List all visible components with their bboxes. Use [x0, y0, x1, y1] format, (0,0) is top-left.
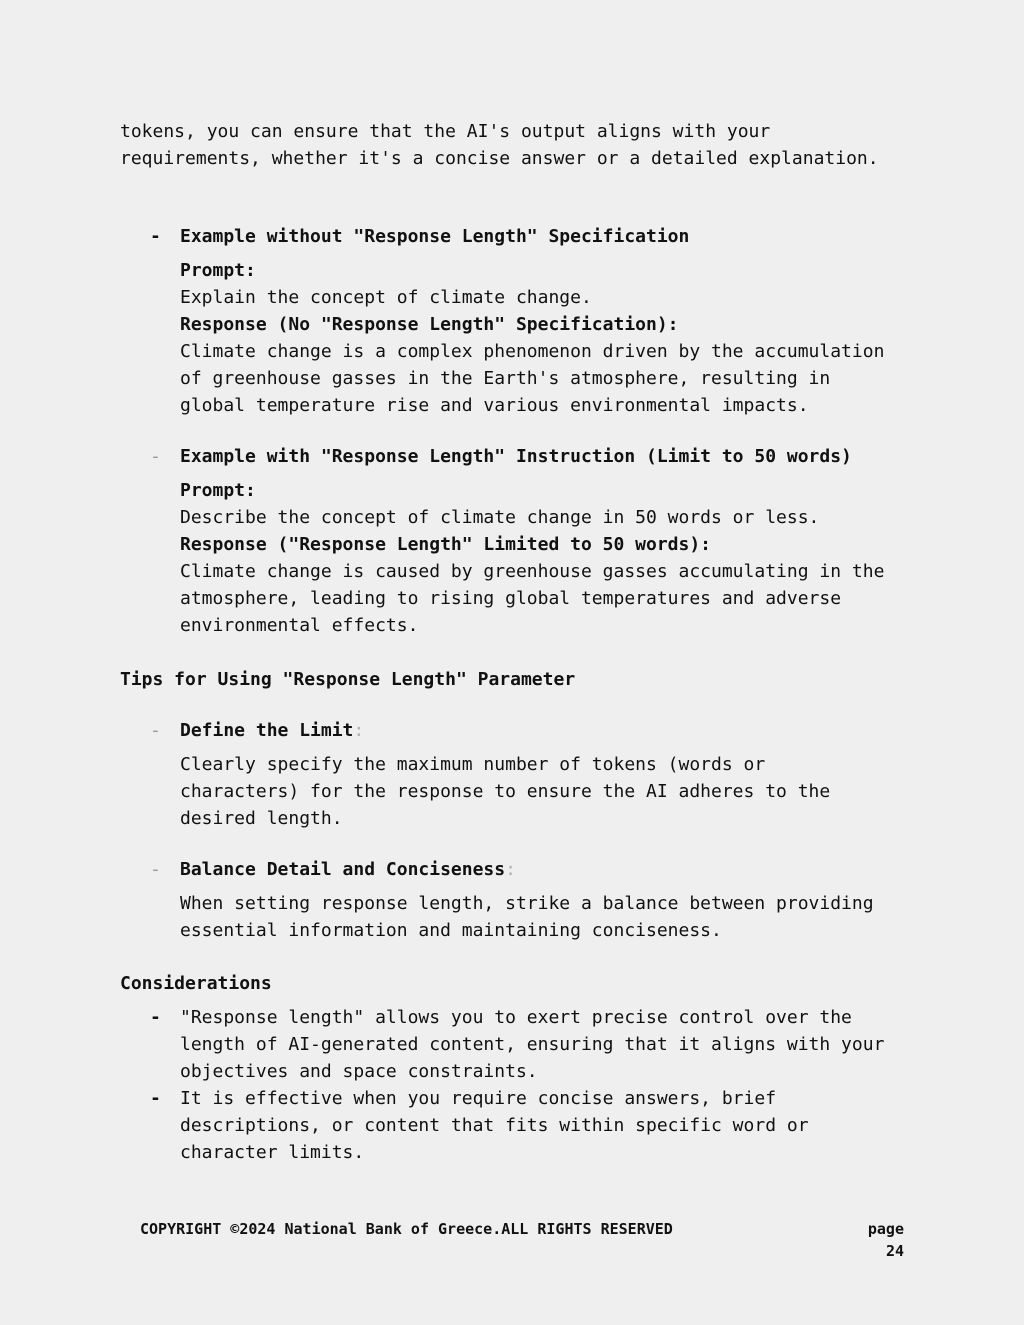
response-label: Response ("Response Length" Limited to 50 words):: [180, 534, 712, 555]
response-line: environmental effects.: [180, 615, 419, 636]
consideration-item: [150, 1004, 910, 1085]
consideration-line: "Response length" allows you to exert precise control over the: [180, 1007, 852, 1028]
section-heading: Tips for Using "Response Length" Parameter: [120, 669, 576, 690]
intro-line: requirements, whether it's a concise answer or a detailed explanation.: [120, 148, 879, 169]
consideration-line: length of AI-generated content, ensuring that it aligns with your: [180, 1034, 885, 1055]
copyright-notice: COPYRIGHT ©2024 National Bank of Greece.ALL RIGHTS RESERVED: [140, 1220, 673, 1238]
page-label: page: [867, 1220, 904, 1238]
considerations-section: [120, 970, 920, 997]
tip-item: - Define the Limit: Clearly specify the maximum number of tokens (words or characters) for the response to ensure the AI adheres to the desired length.: [150, 717, 910, 832]
intro-paragraph: [120, 118, 920, 172]
response-line: Climate change is a complex phenomenon driven by the accumulation: [180, 341, 885, 362]
response-line: atmosphere, leading to rising global temperatures and adverse: [180, 588, 842, 609]
tip-line: desired length.: [180, 808, 343, 829]
example-with-length: [150, 443, 910, 639]
example-heading: Example without "Response Length" Specification: [180, 226, 690, 247]
tip-line: Clearly specify the maximum number of tokens (words or: [180, 754, 766, 775]
example-without-length: [150, 223, 910, 419]
intro-line: tokens, you can ensure that the AI's output aligns with your: [120, 121, 771, 142]
consideration-line: It is effective when you require concise answers, brief: [180, 1088, 777, 1109]
bullet-dash: -: [150, 446, 161, 467]
consideration-line: objectives and space constraints.: [180, 1061, 538, 1082]
bullet-dash: -: [150, 859, 161, 880]
section-heading: Considerations: [120, 973, 272, 994]
response-line: Climate change is caused by greenhouse gasses accumulating in the: [180, 561, 885, 582]
bullet-dash: -: [150, 226, 161, 247]
tip-item: - Balance Detail and Conciseness: When setting response length, strike a balance between providing essential information and maintaining conciseness.: [150, 856, 910, 944]
prompt-text: Describe the concept of climate change in 50 words or less.: [180, 507, 820, 528]
tip-line: essential information and maintaining conciseness.: [180, 920, 722, 941]
consideration-line: descriptions, or content that fits within specific word or: [180, 1115, 809, 1136]
page-number-block: [868, 1218, 904, 1262]
bullet-dash: -: [150, 720, 161, 741]
tip-title: Define the Limit: [180, 720, 354, 741]
prompt-label: Prompt:: [180, 260, 256, 281]
prompt-label: Prompt:: [180, 480, 256, 501]
response-line: of greenhouse gasses in the Earth's atmosphere, resulting in: [180, 368, 831, 389]
page-number: 24: [885, 1242, 904, 1260]
tip-line: characters) for the response to ensure the AI adheres to the: [180, 781, 831, 802]
tip-title: Balance Detail and Conciseness: [180, 859, 506, 880]
example-heading: Example with "Response Length" Instruction (Limit to 50 words): [180, 446, 852, 467]
consideration-line: character limits.: [180, 1142, 365, 1163]
tips-section: [120, 666, 920, 693]
bullet-dash: -: [150, 1007, 161, 1028]
response-line: global temperature rise and various environmental impacts.: [180, 395, 809, 416]
tip-line: When setting response length, strike a balance between providing: [180, 893, 874, 914]
consideration-item: [150, 1085, 910, 1166]
response-label: Response (No "Response Length" Specification):: [180, 314, 679, 335]
prompt-text: Explain the concept of climate change.: [180, 287, 592, 308]
bullet-dash: -: [150, 1088, 161, 1109]
